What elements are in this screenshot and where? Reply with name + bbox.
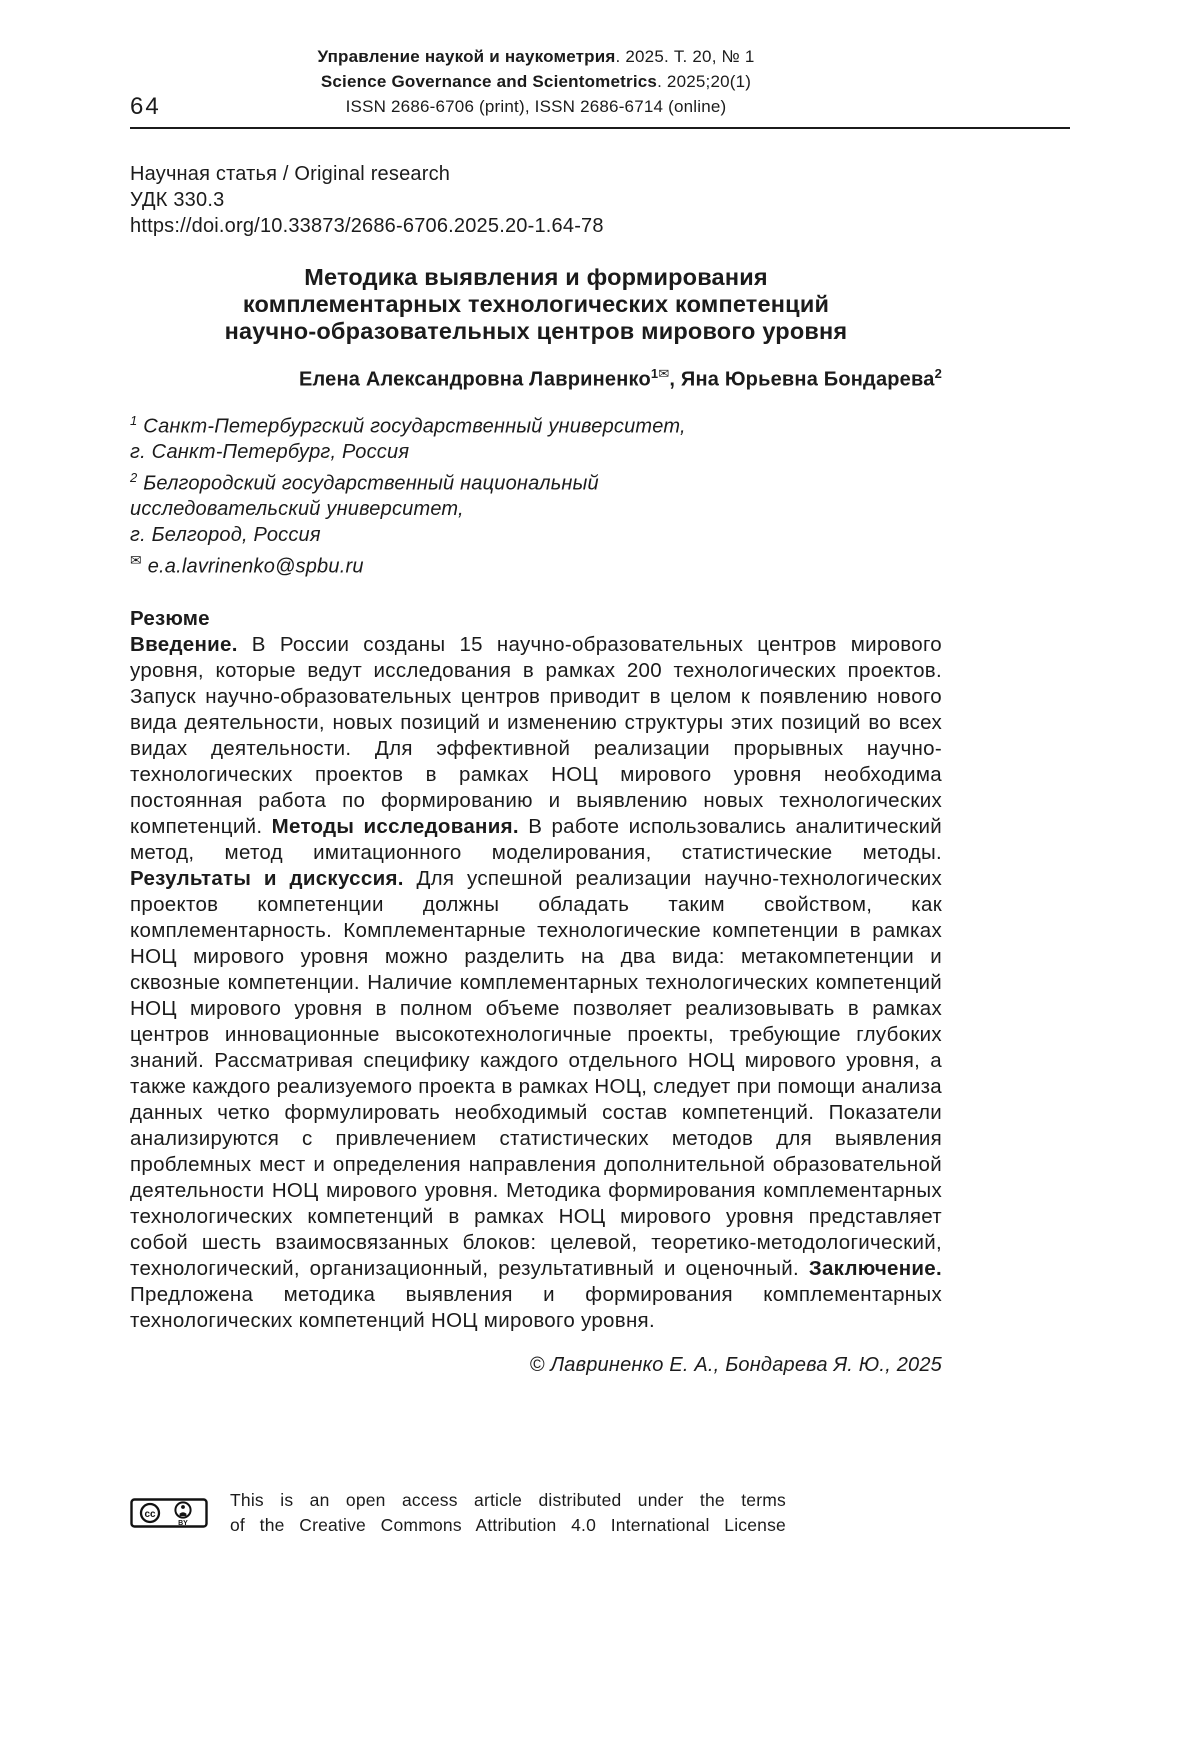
title-line-1: Методика выявления и формирования <box>304 264 768 290</box>
svg-text:BY: BY <box>178 1520 188 1528</box>
mail-icon: ✉ <box>130 552 142 569</box>
journal-issue-en: . 2025;20(1) <box>657 72 752 91</box>
abstract-intro-label: Введение. <box>130 632 238 656</box>
authors-separator: , <box>669 368 681 391</box>
page-number: 64 <box>130 93 161 120</box>
author-1: Елена Александровна Лавриненко <box>298 368 651 391</box>
affiliations <box>130 408 942 581</box>
license-line-1: This is an open access article distributed under the terms <box>230 1490 786 1510</box>
affiliation-2-line-2: исследовательский университет, <box>130 498 464 521</box>
authors-line <box>130 366 942 392</box>
abstract-methods-text: В работе использовались аналитический метод, метод имитационного моделирования, статистические методы. <box>130 814 942 864</box>
abstract-conclusion-label: Заключение. <box>808 1256 942 1280</box>
header-rule <box>130 127 1070 129</box>
title-line-3: научно-образовательных центров мирового уровня <box>224 318 848 344</box>
mail-icon: ✉ <box>658 366 670 381</box>
affiliation-2-line-3: г. Белгород, Россия <box>130 523 321 546</box>
author-2-affil-mark: 2 <box>934 366 942 381</box>
contact-line <box>130 548 942 580</box>
article-content <box>130 161 942 1377</box>
license-text <box>230 1488 786 1538</box>
abstract-results-label: Результаты и дискуссия. <box>130 866 404 890</box>
abstract-text <box>130 632 942 1334</box>
affiliation-1 <box>130 408 942 466</box>
abstract-conclusion-text: Предложена методика выявления и формирования комплементарных технологических компетенций НОЦ мирового уровня. <box>130 1282 942 1332</box>
cc-by-badge-icon[interactable] <box>130 1498 208 1528</box>
abstract-results-text: Для успешной реализации научно-технологических проектов компетенции должны обладать таким свойством, как комплементарность. Комплементарные технологические компетенции в рамках НОЦ мирового уровня можно разделить на два вида: метакомпетенции и сквозные компетенции. Наличие комплементарных технологических компетенций НОЦ мирового уровня в полном объеме позволяет реализовывать в рамках центров инновационные высокотехнологичные проекты, требующие глубоких знаний. Рассматривая специфику каждого отдельного НОЦ мирового уровня, а также каждого реализуемого проекта в рамках НОЦ, следует при помощи анализа данных четко формулировать необходимый состав компетенций. Показатели анализируются с привлечением статистических методов для выявления проблемных мест и определения направления дополнительной образовательной деятельности НОЦ мирового уровня. Методика формирования комплементарных технологических компетенций в рамках НОЦ мирового уровня представляет собой шесть взаимосвязанных блоков: целевой, теоретико-методологический, технологический, организационный, результативный и оценочный. <box>130 866 942 1280</box>
license-footer <box>130 1488 786 1538</box>
article-title <box>130 264 942 345</box>
abstract-methods-label: Методы исследования. <box>271 814 519 838</box>
doi-link[interactable]: https://doi.org/10.33873/2686-6706.2025.20-1.64-78 <box>130 215 604 237</box>
author-2: Яна Юрьевна Бондарева <box>680 368 935 391</box>
affiliation-1-mark: 1 <box>130 412 138 428</box>
affiliation-1-line-2: г. Санкт-Петербург, Россия <box>130 440 410 463</box>
journal-title-en: Science Governance and Scientometrics <box>320 72 658 91</box>
journal-line-en <box>130 69 942 94</box>
journal-header <box>130 44 942 119</box>
email-link[interactable]: e.a.lavrinenko@spbu.ru <box>147 556 364 579</box>
license-line-2: of the Creative Commons Attribution 4.0 International License <box>230 1515 786 1535</box>
title-line-2: комплементарных технологических компетенций <box>242 291 830 317</box>
copyright-line: © Лавриненко Е. А., Бондарева Я. Ю., 2025 <box>529 1353 942 1376</box>
svg-text:cc: cc <box>144 1508 156 1520</box>
abstract-intro-text: В России созданы 15 научно-образовательных центров мирового уровня, которые ведут исследования в рамках 200 технологических проектов. Запуск научно-образовательных центров приводит в целом к появлению нового вида деятельности, новых позиций и изменению структуры этих позиций во всех видах деятельности. Для эффективной реализации прорывных научно-технологических проектов в рамках НОЦ мирового уровня необходима постоянная работа по формированию и выявлению новых технологических компетенций. <box>130 632 942 838</box>
abstract-heading: Резюме <box>130 606 210 630</box>
affiliation-2 <box>130 465 942 548</box>
journal-title-ru: Управление наукой и наукометрия <box>317 47 616 66</box>
journal-issn: ISSN 2686-6706 (print), ISSN 2686-6714 (online) <box>345 97 727 116</box>
journal-issue-ru: . 2025. Т. 20, № 1 <box>615 47 755 66</box>
page-header <box>130 44 1070 129</box>
journal-line-ru <box>130 44 942 69</box>
udk-code: УДК 330.3 <box>130 189 225 211</box>
affiliation-2-line-1: Белгородский государственный национальный <box>143 472 599 495</box>
affiliation-1-line-1: Санкт-Петербургский государственный университет, <box>143 415 686 438</box>
affiliation-2-mark: 2 <box>130 470 138 486</box>
author-1-affil-mark: 1 <box>650 366 659 381</box>
article-type: Научная статья / Original research <box>130 163 451 185</box>
article-meta <box>130 161 942 239</box>
